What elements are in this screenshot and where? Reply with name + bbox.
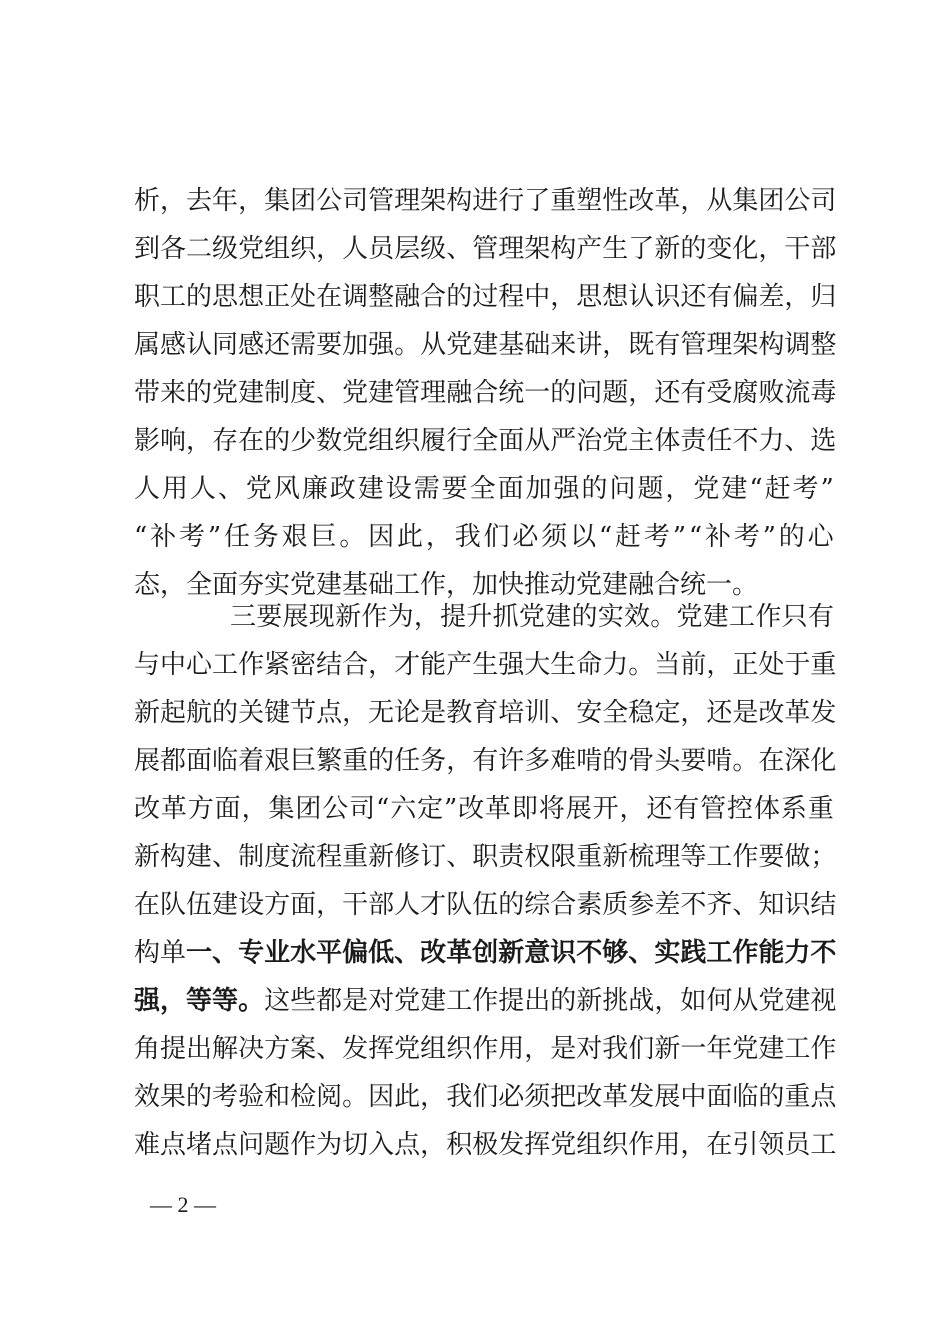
normal-text: 新 <box>576 986 603 1016</box>
text-line: 角 提 出 解 决 方 案 、 发 挥 党 组 织 作 用 ， 是 对 我 们 新 一 年 党 建 工 作 <box>134 1034 837 1064</box>
bold-text: 平 <box>316 938 343 968</box>
normal-text: 对 <box>368 986 395 1016</box>
bold-text: 够 <box>602 938 629 968</box>
text-line: 到 各 二 级 党 组 织 ， 人 员 层 级 、 管 理 架 构 产 生 了 新 的 变 化 ， 干 部 <box>134 234 837 264</box>
bold-text: 力 <box>784 938 811 968</box>
text-line: 展 都 面 临 着 艰 巨 繁 重 的 任 务 ， 有 许 多 难 啃 的 骨 头 要 啃 。 在 深 化 <box>134 746 837 776</box>
normal-text: 都 <box>316 986 343 1016</box>
normal-text: 构 <box>134 938 161 968</box>
paragraph-2 <box>134 593 837 1169</box>
text-line: 人 用 人 、 党 风 廉 政 建 设 需 要 全 面 加 强 的 问 题 ， 党 建 “ 赶 考 ” <box>134 474 834 504</box>
normal-text: 提 <box>498 986 525 1016</box>
normal-text: 从 <box>732 986 759 1016</box>
normal-text: 的 <box>550 986 577 1016</box>
text-line: 职 工 的 思 想 正 处 在 调 整 融 合 的 过 程 中 ， 思 想 认 识 还 有 偏 差 ， 归 <box>134 282 837 312</box>
bold-text: 、 <box>394 938 421 968</box>
text-line: 带 来 的 党 建 制 度 、 党 建 管 理 融 合 统 一 的 问 题 ， 还 有 受 腐 败 流 毒 <box>134 378 837 408</box>
bold-text: 新 <box>498 938 525 968</box>
text-line: 三 要 展 现 新 作 为 ， 提 升 抓 党 建 的 实 效 。 党 建 工 作 只 有 <box>230 602 834 632</box>
normal-text: 建 <box>420 986 447 1016</box>
text-line: 析 ， 去 年 ， 集 团 公 司 管 理 架 构 进 行 了 重 塑 性 改 革 ， 从 集 团 公 司 <box>134 186 837 216</box>
bold-text: ， <box>160 986 187 1016</box>
bold-text: 偏 <box>342 938 369 968</box>
text-line: 影 响 ， 存 在 的 少 数 党 组 织 履 行 全 面 从 严 治 党 主 体 责 任 不 力 、 选 <box>134 426 837 456</box>
normal-text: 这 <box>264 986 291 1016</box>
bold-text: 作 <box>732 938 759 968</box>
paragraph-1 <box>134 177 837 609</box>
bold-text: 业 <box>264 938 291 968</box>
bold-text: 改 <box>420 938 447 968</box>
text-line-mixed <box>134 977 837 1025</box>
normal-text: 挑 <box>602 986 629 1016</box>
bold-text: 践 <box>680 938 707 968</box>
text-line: 改 革 方 面 ， 集 团 公 司 “ 六 定 ” 改 革 即 将 展 开 ， 还 有 管 控 体 系 重 <box>134 794 834 824</box>
normal-text: 战 <box>628 986 655 1016</box>
page-number: — 2 — <box>150 1192 216 1217</box>
bold-text: 等 <box>186 986 213 1016</box>
text-line: 新 构 建 、 制 度 流 程 重 新 修 订 、 职 责 权 限 重 新 梳 理 等 工 作 要 做 ； <box>134 842 837 872</box>
normal-text: ， <box>654 986 681 1016</box>
bold-text: 识 <box>550 938 577 968</box>
normal-text: 何 <box>706 986 733 1016</box>
normal-text: 些 <box>290 986 317 1016</box>
bold-text: 意 <box>524 938 551 968</box>
normal-text: 单 <box>160 938 187 968</box>
bold-text: 实 <box>654 938 681 968</box>
bold-text: 工 <box>706 938 733 968</box>
bold-text: 不 <box>576 938 603 968</box>
bold-text: 。 <box>238 986 265 1016</box>
text-line: 态，全面夯实党建基础工作，加快推动党建融合统一。 <box>134 570 759 600</box>
text-line: 难 点 堵 点 问 题 作 为 切 入 点 ， 积 极 发 挥 党 组 织 作 用 ， 在 引 领 员 工 <box>134 1130 837 1160</box>
bold-text: 强 <box>134 986 161 1016</box>
text-line: 与 中 心 工 作 紧 密 结 合 ， 才 能 产 生 强 大 生 命 力 。 当 前 ， 正 处 于 重 <box>134 650 837 680</box>
bold-text: 创 <box>472 938 499 968</box>
text-line: 属 感 认 同 感 还 需 要 加 强 。 从 党 建 基 础 来 讲 ， 既 有 管 理 架 构 调 整 <box>134 330 837 360</box>
text-line: “ 补 考 ” 任 务 艰 巨 。 因 此 ， 我 们 必 须 以 “ 赶 考 ” “ 补 考 ” 的 心 <box>134 522 834 552</box>
normal-text: 作 <box>472 986 499 1016</box>
bold-text: 、 <box>628 938 655 968</box>
normal-text: 如 <box>680 986 707 1016</box>
text-line: 新 起 航 的 关 键 节 点 ， 无 论 是 教 育 培 训 、 安 全 稳 定 ， 还 是 改 革 发 <box>134 698 837 728</box>
normal-text: 建 <box>784 986 811 1016</box>
bold-text: 能 <box>758 938 785 968</box>
normal-text: 出 <box>524 986 551 1016</box>
text-line-mixed <box>134 929 837 977</box>
normal-text: 党 <box>394 986 421 1016</box>
bold-text: 等 <box>212 986 239 1016</box>
normal-text: 视 <box>810 986 837 1016</box>
normal-text: 是 <box>342 986 369 1016</box>
text-line: 在 队 伍 建 设 方 面 ， 干 部 人 才 队 伍 的 综 合 素 质 参 差 不 齐 、 知 识 结 <box>134 890 837 920</box>
normal-text: 工 <box>446 986 473 1016</box>
bold-text: 低 <box>368 938 395 968</box>
bold-text: 革 <box>446 938 473 968</box>
bold-text: 专 <box>238 938 265 968</box>
bold-text: 一 <box>186 938 213 968</box>
text-line: 效 果 的 考 验 和 检 阅 。 因 此 ， 我 们 必 须 把 改 革 发 展 中 面 临 的 重 点 <box>134 1082 837 1112</box>
bold-text: 水 <box>290 938 317 968</box>
normal-text: 党 <box>758 986 785 1016</box>
bold-text: 不 <box>810 938 837 968</box>
bold-text: 、 <box>212 938 239 968</box>
